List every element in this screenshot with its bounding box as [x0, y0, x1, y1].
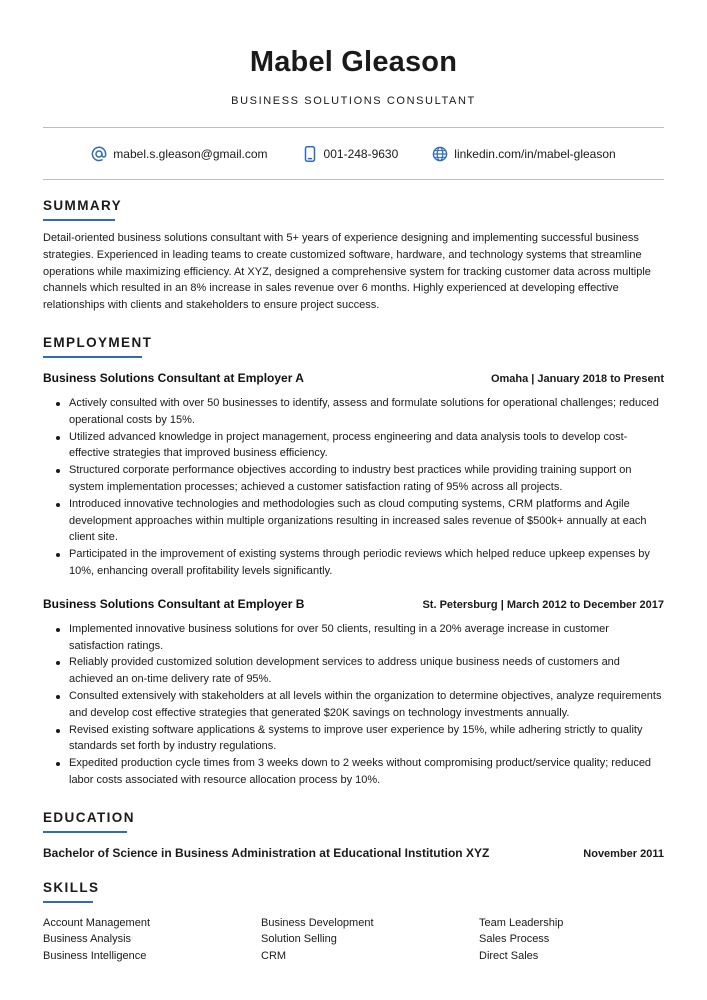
- summary-section: [43, 180, 664, 314]
- job-meta: St. Petersburg | March 2012 to December 2017: [422, 598, 664, 611]
- skill-item: Business Analysis: [43, 933, 132, 946]
- list-item: Reliably provided customized solution development services to address unique business needs of customers and achieved an on-time delivery rate of 95%.: [43, 654, 664, 688]
- job-role: Business Solutions Consultant at Employer A: [43, 370, 304, 385]
- summary-heading-text: SUMMARY: [43, 198, 123, 213]
- summary-text: Detail-oriented business solutions consultant with 5+ years of experience designing and implementing successful business strategies. Experienced in leading teams to create customized software, hardware, and technology systems that streamline operations while maximizing efficiency. At XYZ, designed a comprehensive system for tracking customer data across multiple channels which resulted in an 8% increase in sales revenue over 6 months. Highly experienced at developing effective relationships with clients and stakeholders to ensure project success.: [43, 232, 651, 312]
- skill-item: Team Leadership: [479, 916, 564, 929]
- skill-item: Business Development: [261, 916, 374, 929]
- phone-icon: [302, 146, 318, 162]
- contact-linkedin[interactable]: [432, 146, 615, 162]
- list-item: Expedited production cycle times from 3 weeks down to 2 weeks without compromising product/service quality; reduced labor costs associated with resource allocation process by 10%.: [43, 755, 664, 789]
- job-header: [43, 597, 664, 611]
- job-entry: [43, 371, 664, 580]
- email-text: mabel.s.gleason@gmail.com: [113, 146, 268, 161]
- skill-item: Business Intelligence: [43, 950, 147, 963]
- list-item: Introduced innovative technologies and methodologies such as cloud computing systems, CRM platforms and Agile development approaches within multiple organizations resulting in increased sales revenue of $500k+ annually at each client site.: [43, 496, 664, 546]
- contact-bar: [43, 128, 664, 179]
- education-section: [43, 789, 664, 860]
- candidate-name: Mabel Gleason: [249, 46, 458, 78]
- at-sign-icon: [91, 146, 107, 162]
- list-item: Revised existing software applications & systems to improve user experience by 15%, while adhering strictly to quality standards set forth by industry regulations.: [43, 722, 664, 756]
- education-date: November 2011: [583, 847, 664, 860]
- summary-underline: [43, 219, 115, 221]
- skill-item: Direct Sales: [479, 950, 539, 963]
- list-item: Participated in the improvement of existing systems through periodic reviews which helped reduce upkeep expenses by 10%, enhancing overall profitability levels significantly.: [43, 546, 664, 580]
- education-degree: Bachelor of Science in Business Administration at Educational Institution XYZ: [43, 845, 490, 860]
- skills-heading: [43, 879, 99, 903]
- employment-heading-text: EMPLOYMENT: [43, 334, 153, 350]
- list-item: Utilized advanced knowledge in project management, process engineering and data analysis tools to develop cost-effective strategies that improved business efficiency.: [43, 429, 664, 463]
- job-bullets: [43, 621, 664, 789]
- job-header: [43, 371, 664, 385]
- skills-underline: [43, 901, 93, 903]
- globe-icon: [432, 146, 448, 162]
- education-underline: [43, 831, 127, 833]
- employment-underline: [43, 356, 142, 358]
- linkedin-text: linkedin.com/in/mabel-gleason: [454, 146, 616, 161]
- list-item: Consulted extensively with stakeholders at all levels within the organization to determine objectives, analyze requirements and develop cost effective strategies that generated $20K savings on technology investments annually.: [43, 688, 664, 722]
- summary-heading: [43, 197, 122, 221]
- education-heading-text: EDUCATION: [43, 809, 135, 825]
- education-entry: [43, 846, 664, 860]
- employment-section: [43, 314, 664, 789]
- list-item: Structured corporate performance objectives according to industry best practices while providing training support on system implementation processes; achieved a customer satisfaction rating of 95% across all projects.: [43, 462, 664, 496]
- skill-item: Sales Process: [479, 933, 550, 946]
- skill-item: Solution Selling: [261, 933, 337, 946]
- skill-item: CRM: [261, 950, 287, 963]
- candidate-title: BUSINESS SOLUTIONS CONSULTANT: [231, 95, 476, 107]
- job-entry: [43, 597, 664, 789]
- job-meta: Omaha | January 2018 to Present: [490, 372, 664, 385]
- list-item: Actively consulted with over 50 businesses to identify, assess and formulate solutions for operational challenges; reduced operational costs by 15%.: [43, 395, 664, 429]
- job-role: Business Solutions Consultant at Employer B: [43, 596, 305, 611]
- skills-grid: [43, 915, 664, 965]
- skill-item: Account Management: [43, 916, 151, 929]
- contact-phone[interactable]: [302, 146, 399, 162]
- phone-text: 001-248-9630: [323, 146, 399, 161]
- contact-email[interactable]: [91, 146, 267, 162]
- skills-heading-text: SKILLS: [43, 879, 100, 895]
- employment-heading: [43, 334, 152, 358]
- list-item: Implemented innovative business solutions for over 50 clients, resulting in a 20% average increase in customer satisfaction ratings.: [43, 621, 664, 655]
- job-bullets: [43, 395, 664, 580]
- skills-section: [43, 860, 664, 965]
- education-heading: [43, 809, 135, 833]
